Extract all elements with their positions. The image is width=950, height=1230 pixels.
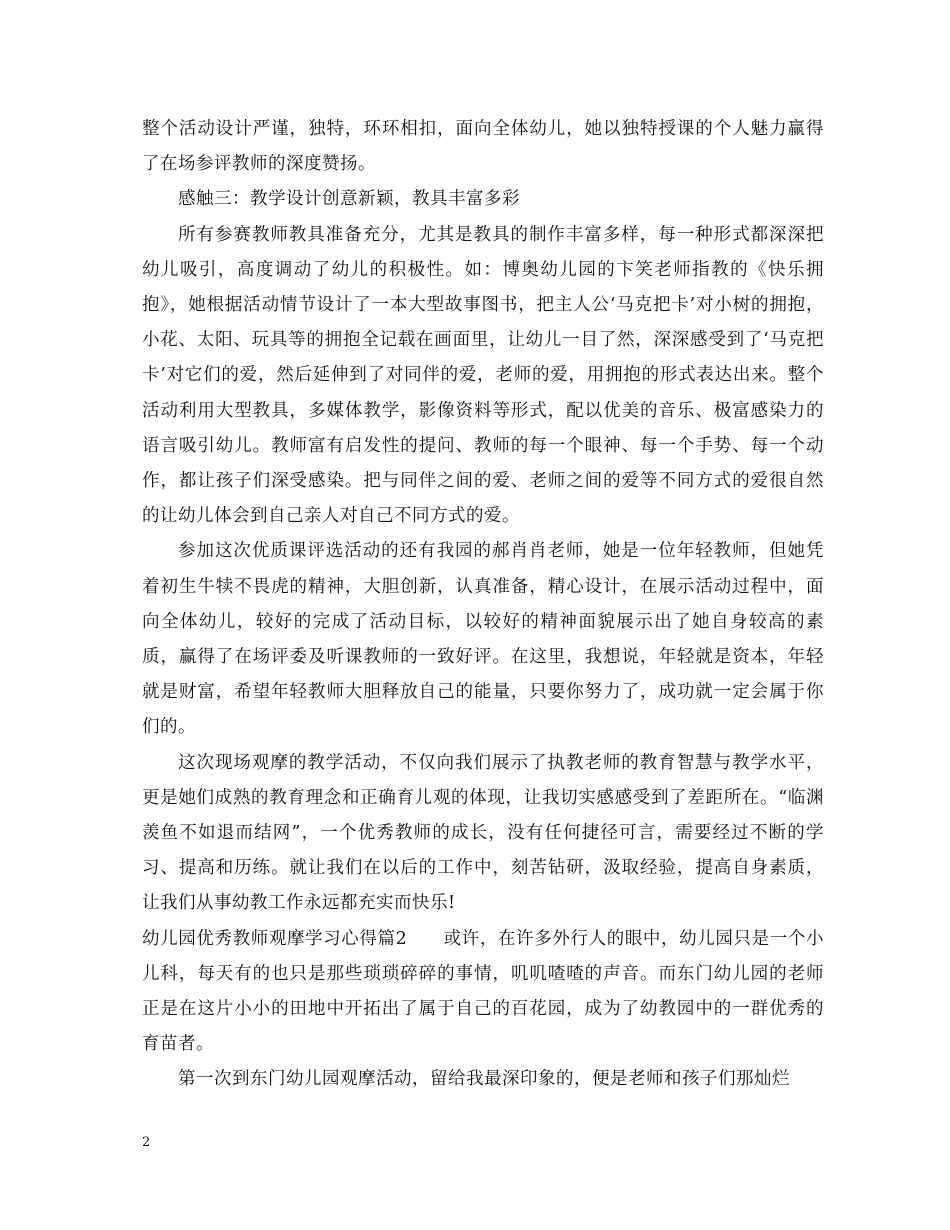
page-number: 2 [142, 1135, 151, 1150]
paragraph: 第一次到东门幼儿园观摩活动，留给我最深印象的，便是老师和孩子们那灿烂 [178, 1069, 790, 1090]
paragraph: 整个活动设计严谨，独特，环环相扣，面向全体幼儿，她以独特授课的个人魅力赢得了在场参评教师的深度赞扬。 [142, 119, 824, 175]
section-heading: 感触三：教学设计创意新颖，教具丰富多彩 [178, 189, 520, 210]
paragraph: 幼儿园优秀教师观摩学习心得篇2 或许，在许多外行人的眼中，幼儿园只是一个小儿科，每天有的也只是那些琐琐碎碎的事情，叽叽喳喳的声音。而东门幼儿园的老师正是在这片小小的田地中开拓出了属于自己的百花园，成为了幼教园中的一群优秀的育苗者。 [142, 928, 824, 1055]
paragraph: 参加这次优质课评选活动的还有我园的郝肖肖老师，她是一位年轻教师，但她凭着初生牛犊不畏虎的精神，大胆创新，认真准备，精心设计，在展示活动过程中，面向全体幼儿，较好的完成了活动目标，以较好的精神面貌展示出了她自身较高的素质，赢得了在场评委及听课教师的一致好评。在这里，我想说，年轻就是资本，年轻就是财富，希望年轻教师大胆释放自己的能量，只要你努力了，成功就一定会属于你们的。 [142, 541, 824, 738]
page-body [142, 112, 824, 1098]
paragraph: 这次现场观摩的教学活动，不仅向我们展示了执教老师的教育智慧与教学水平，更是她们成熟的教育理念和正确育儿观的体现，让我切实感感受到了差距所在。“临渊羡鱼不如退而结网”，一个优秀教师的成长，没有任何捷径可言，需要经过不断的学习、提高和历练。就让我们在以后的工作中，刻苦钻研，汲取经验，提高自身素质，让我们从事幼教工作永远都充实而快乐! [142, 752, 824, 914]
paragraph: 所有参赛教师教具准备充分，尤其是教具的制作丰富多样，每一种形式都深深把幼儿吸引，高度调动了幼儿的积极性。如：博奥幼儿园的卞笑老师指教的《快乐拥抱》，她根据活动情节设计了一本大型故事图书，把主人公‘马克把卡’对小树的拥抱，小花、太阳、玩具等的拥抱全记载在画面里，让幼儿一目了然，深深感受到了‘马克把卡’对它们的爱，然后延伸到了对同伴的爱，老师的爱，用拥抱的形式表达出来。整个活动利用大型教具，多媒体教学，影像资料等形式，配以优美的音乐、极富感染力的语言吸引幼儿。教师富有启发性的提问、教师的每一个眼神、每一个手势、每一个动作，都让孩子们深受感染。把与同伴之间的爱、老师之间的爱等不同方式的爱很自然的让幼儿体会到自己亲人对自己不同方式的爱。 [142, 224, 824, 527]
